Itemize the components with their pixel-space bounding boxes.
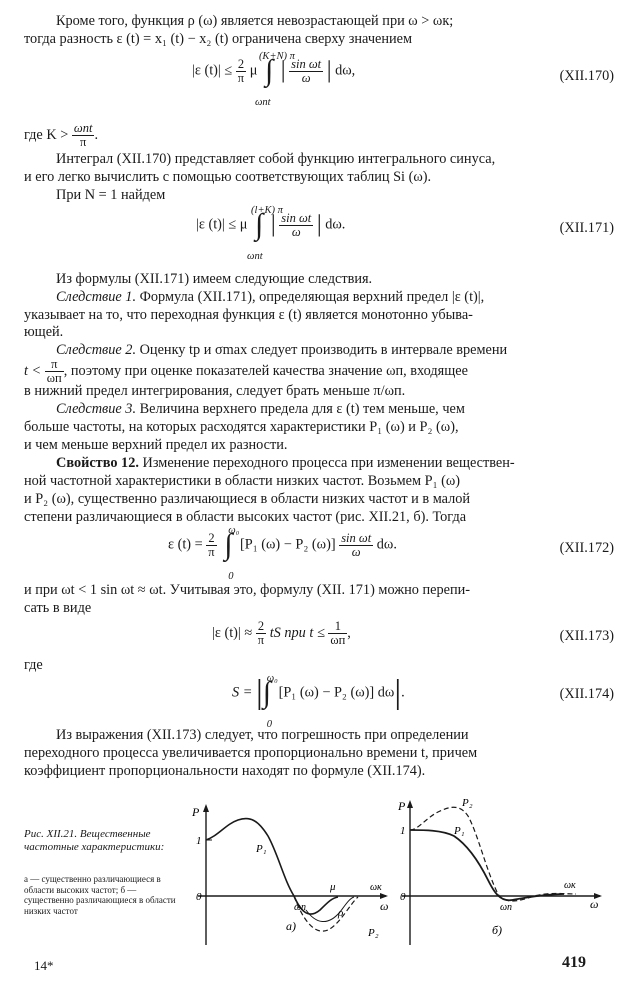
figure-b-y-arrow bbox=[407, 800, 413, 808]
figure-a-mu-label: μ bbox=[330, 881, 336, 893]
equation-170: |ε (t)| ≤ $\frac{2}{\pi}$ μ ∫ (K+N) π ωпt | $\frac{\text{sin ωt}}{\omega}$ | dω, bbox=[192, 51, 356, 108]
where-k: где K > $\frac{\text{ωпt}}{\pi}$ . bbox=[24, 121, 99, 149]
figure-a bbox=[190, 800, 390, 950]
signature-mark: 14* bbox=[34, 958, 54, 973]
figure-b-p1-label: P₁ bbox=[454, 825, 465, 837]
para2-line1: Интеграл (XII.170) представляет собой функцию интегрального синуса, bbox=[56, 151, 496, 167]
figure-caption: Рис. XII.21. Вещественные частотные характеристики: bbox=[24, 828, 165, 853]
where2: где bbox=[24, 657, 43, 673]
figure-b-one-label: 1 bbox=[400, 825, 406, 837]
para1-line1: Кроме того, функция ρ (ω) является невозрастающей при ω > ωк; bbox=[56, 13, 454, 29]
para4-line2: сать в виде bbox=[24, 600, 92, 616]
eq170-mu: μ bbox=[249, 62, 258, 79]
figure-a-p2-label: P₂ bbox=[368, 927, 379, 939]
eq170-integral: ∫ (K+N) π ωпt bbox=[254, 51, 295, 108]
para5-line3: коэффициент пропорциональности находят по формуле (XII.174). bbox=[24, 763, 426, 779]
eq174-number: (XII.174) bbox=[559, 686, 614, 702]
eq170-frac: $\frac{2}{\pi}$ bbox=[237, 56, 245, 85]
figure-b bbox=[394, 790, 606, 950]
eq171-number: (XII.171) bbox=[559, 220, 614, 236]
figure-b-curve-p2 bbox=[410, 807, 576, 901]
equation-172: ε (t) = $\frac{2}{\pi}$ ∫ ω₀ 0 [P₁ (ω) − P₂ (ω)] $\frac{\text{sin ωt}}{\omega}$ dω. bbox=[168, 525, 397, 582]
cor1-line2: указывает на то, что переходная функция ε (t) является монотонно убыва- bbox=[24, 307, 473, 323]
page-number: 419 bbox=[562, 954, 586, 971]
cor2-line1: Следствие 2. Оценку tр и σmax следует производить в интервале времени bbox=[56, 342, 508, 358]
figure-a-curve-p1 bbox=[206, 819, 338, 914]
cor2-line3: в нижний предел интегрирования, следует брать меньше π/ωп. bbox=[24, 383, 406, 399]
figure-a-zero-label: 0 bbox=[196, 891, 202, 903]
figure-a-one-label: 1 bbox=[196, 835, 202, 847]
prop12-line4: степени различающиеся в области высоких частот (рис. XII.21, б). Тогда bbox=[24, 509, 467, 525]
figure-a-wn-label: ωп bbox=[294, 902, 307, 913]
prop12-line1: Свойство 12. Изменение переходного процесса при изменении веществен- bbox=[56, 455, 515, 471]
para1-line2: тогда разность ε (t) = x₁ (t) − x₂ (t) ограничена сверху значением bbox=[24, 31, 413, 47]
para5-line2: переходного процесса увеличивается пропорционально времени t, причем bbox=[24, 745, 478, 761]
cor1-line3: ющей. bbox=[24, 324, 64, 340]
para5-line1: Из выражения (XII.173) следует, что погрешность при определении bbox=[56, 727, 469, 743]
figure-b-p-label: P bbox=[398, 799, 406, 813]
eq173-number: (XII.173) bbox=[559, 628, 614, 644]
equation-173: |ε (t)| ≈ $\frac{2}{\pi}$ tS при t ≤ $\frac{1}{\omega п}$ , bbox=[212, 619, 351, 647]
cor3-line1: Следствие 3. Величина верхнего предела для ε (t) тем меньше, чем bbox=[56, 401, 465, 417]
figure-a-omega-label: ω bbox=[380, 899, 389, 913]
equation-174: S = |∫ ω₀ 0 [P₁ (ω) − P₂ (ω)] dω|. bbox=[232, 673, 405, 730]
figure-b-wn-label: ωп bbox=[500, 902, 513, 913]
para2-line2: и его легко вычислить с помощью соответствующих таблиц Si (ω). bbox=[24, 169, 432, 185]
figure-caption-sub: а — существенно различающиеся в области высоких частот; б — существенно различающиеся в области низких частот bbox=[24, 874, 176, 916]
para3-line1: Из формулы (XII.171) имеем следующие следствия. bbox=[56, 271, 373, 287]
figure-b-omega-label: ω bbox=[590, 897, 599, 911]
para4-line1: и при ωt < 1 sin ωt ≈ ωt. Учитывая это, формулу (XII. 171) можно перепи- bbox=[24, 582, 471, 598]
figure-b-p2-label: P₂ bbox=[462, 797, 473, 809]
figure-b-wk-label: ωк bbox=[564, 880, 576, 891]
prop12-line2: ной частотной характеристики в области низких частот. Возьмем P₁ (ω) bbox=[24, 473, 461, 489]
eq172-number: (XII.172) bbox=[559, 540, 614, 556]
figure-b-sub-label: б) bbox=[492, 923, 503, 937]
equation-171: |ε (t)| ≤ μ ∫ (l+K) π ωпt | $\frac{\text{sin ωt}}{\omega}$ | dω. bbox=[196, 205, 346, 262]
cor3-line2: больше частоты, на которых расходятся характеристики P₁ (ω) и P₂ (ω), bbox=[24, 419, 459, 435]
eq170-dw: dω, bbox=[335, 62, 356, 79]
eq170-sinfrac: $\frac{\text{sin ωt}}{\omega}$ bbox=[291, 56, 322, 85]
figure-a-y-arrow bbox=[203, 804, 209, 812]
prop12-line3: и P₂ (ω), существенно различающиеся в области низких частот и в малой bbox=[24, 491, 471, 507]
figure-a-p1-label: P₁ bbox=[256, 843, 267, 855]
cor3-line3: и чем меньше верхний предел их разности. bbox=[24, 437, 288, 453]
figure-b-zero-label: 0 bbox=[400, 891, 406, 903]
figure-a-rho-label: ρ bbox=[338, 907, 344, 919]
figure-a-p-label: P bbox=[192, 805, 200, 819]
cor2-line2: t < $\frac{\pi}{\omega п}$ , поэтому при оценке показателей качества значение ωп, входящее bbox=[24, 357, 468, 385]
para2-line3: При N = 1 найдем bbox=[56, 187, 166, 203]
figure-a-sub-label: а) bbox=[286, 919, 296, 933]
eq170-lhs: |ε (t)| ≤ bbox=[192, 62, 233, 79]
figure-a-wk-label: ωк bbox=[370, 882, 382, 893]
cor1-line1: Следствие 1. Формула (XII.171), определяющая верхний предел |ε (t)|, bbox=[56, 289, 485, 305]
eq170-number: (XII.170) bbox=[559, 68, 614, 84]
